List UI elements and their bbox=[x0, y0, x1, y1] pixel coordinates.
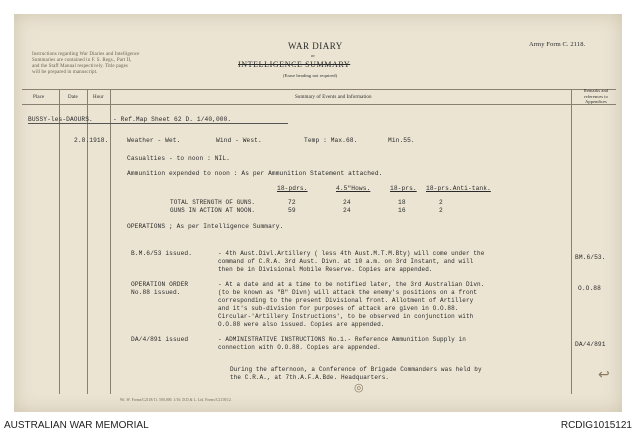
instructions-line-3: and the Staff Manual respectively. Title pages bbox=[32, 64, 128, 69]
item-remark: DA/4/891 bbox=[575, 341, 606, 348]
ammunition: Ammunition expended to noon : As per Ammunition Statement attached. bbox=[127, 170, 383, 177]
guns-header-1: 18-pdrs. bbox=[277, 185, 308, 192]
guns-cell: 2 bbox=[439, 207, 443, 214]
item-text-line: then be in Divisional Mobile Reserve. Copies are appended. bbox=[218, 266, 433, 273]
item-left: No.88 issued. bbox=[131, 289, 181, 296]
guns-header-4: 18-prs.Anti-tank. bbox=[426, 185, 491, 192]
operations: OPERATIONS ; As per Intelligence Summary. bbox=[127, 223, 284, 230]
col-rule-1 bbox=[59, 89, 60, 394]
col-remarks: Remarks and references to Appendices bbox=[583, 88, 609, 104]
pencil-mark: ◎ bbox=[354, 382, 364, 394]
footer-left: AUSTRALIAN WAR MEMORIAL bbox=[4, 420, 149, 431]
col-place: Place bbox=[33, 95, 45, 100]
or-text: or bbox=[311, 53, 315, 58]
header-rule-top bbox=[22, 89, 616, 90]
footer-right: RCDIG1015121 bbox=[560, 420, 632, 431]
guns-cell: 18 bbox=[398, 199, 406, 206]
guns-row-label: TOTAL STRENGTH OF GUNS. bbox=[170, 199, 256, 206]
temp: Temp : Max.68. bbox=[304, 137, 358, 144]
erase-note: (Erase heading not required) bbox=[283, 73, 338, 78]
wind: Wind - West. bbox=[216, 137, 262, 144]
item-left: DA/4/891 issued bbox=[131, 336, 189, 343]
item-text-line: corresponding to the present Divisional front. Allotment of Artillery bbox=[218, 297, 474, 304]
col-rule-4 bbox=[571, 89, 572, 394]
item-text-line: connection with O.O.88. Copies are appended. bbox=[218, 344, 381, 351]
entry-place: BUSSY-les-DAOURS. bbox=[28, 116, 93, 123]
entry-date: 2.8.1918. bbox=[74, 137, 109, 144]
diary-title: WAR DIARY bbox=[288, 41, 343, 51]
item-text-line: and it's sub-division for purposes of attack are given in O.O.88. bbox=[218, 305, 459, 312]
header-rule-bottom bbox=[22, 104, 616, 105]
item-text-line: O.O.88 were also issued. Copies are appended. bbox=[218, 321, 385, 328]
col-rule-2 bbox=[87, 89, 88, 394]
guns-cell: 24 bbox=[343, 199, 351, 206]
item-text-line: - 4th Aust.Divl.Artillery ( less 4th Aust.M.T.M.Bty) will come under the bbox=[218, 250, 485, 257]
instructions-line-1: Instructions regarding War Diaries and Intelligence bbox=[32, 52, 140, 57]
guns-cell: 72 bbox=[288, 199, 296, 206]
final-line: During the afternoon, a Conference of Brigade Commanders was held by bbox=[230, 366, 482, 373]
casualties: Casualties - to noon : NIL. bbox=[127, 155, 230, 162]
guns-cell: 16 bbox=[398, 207, 406, 214]
guns-cell: 24 bbox=[343, 207, 351, 214]
final-line: the C.R.A., at 7th.A.F.A.Bde. Headquarters. bbox=[230, 374, 390, 381]
col-summary: Summary of Events and Information bbox=[295, 95, 372, 100]
temp-min: Min.55. bbox=[388, 137, 415, 144]
col-hour: Hour bbox=[93, 95, 104, 100]
army-form: Army Form C. 2118. bbox=[529, 41, 586, 48]
item-remark: BM.6/53. bbox=[575, 254, 606, 261]
guns-cell: 59 bbox=[288, 207, 296, 214]
col-rule-3 bbox=[110, 89, 111, 394]
col-date: Date bbox=[68, 95, 78, 100]
item-text-line: - ADMINISTRATIVE INSTRUCTIONS No.1.- Reference Ammunition Supply in bbox=[218, 336, 466, 343]
place-underline bbox=[28, 123, 288, 124]
item-remark: O.O.88 bbox=[578, 285, 601, 292]
pencil-mark: ↩ bbox=[598, 366, 610, 382]
print-note: Wt. W. Forms/C2118/11. 500,000. 1/16. D.D.& L. Ltd. Forms/C2118/12. bbox=[120, 398, 232, 402]
instructions-line-2: Summaries are contained in F. S. Regs., Part II, bbox=[32, 58, 132, 63]
item-left: OPERATION ORDER bbox=[131, 281, 189, 288]
guns-header-3: 18-prs. bbox=[390, 185, 417, 192]
guns-header-2: 4.5"Hows. bbox=[336, 185, 371, 192]
instructions-line-4: will be prepared in manuscript. bbox=[32, 70, 98, 75]
item-left: B.M.6/53 issued. bbox=[131, 250, 193, 257]
item-text-line: - At a date and at a time to be notified later, the 3rd Australian Divn. bbox=[218, 281, 485, 288]
item-text-line: Circular-'Artillery Instructions', to be observed in conjunction with bbox=[218, 313, 474, 320]
summary-heading: INTELLIGENCE SUMMARY bbox=[238, 60, 351, 69]
weather: Weather - Wet. bbox=[127, 137, 181, 144]
item-text-line: command of C.R.A. 3rd Aust. Divn. at 10 a.m. on 3rd Instant, and will bbox=[218, 258, 474, 265]
item-text-line: (to be known as "B" Divn) will attack the enemy's positions on a front bbox=[218, 289, 478, 296]
guns-cell: 2 bbox=[439, 199, 443, 206]
guns-row-label: GUNS IN ACTION AT NOON. bbox=[170, 207, 256, 214]
entry-map-ref: - Ref.Map Sheet 62 D. 1/40,000. bbox=[113, 116, 232, 123]
